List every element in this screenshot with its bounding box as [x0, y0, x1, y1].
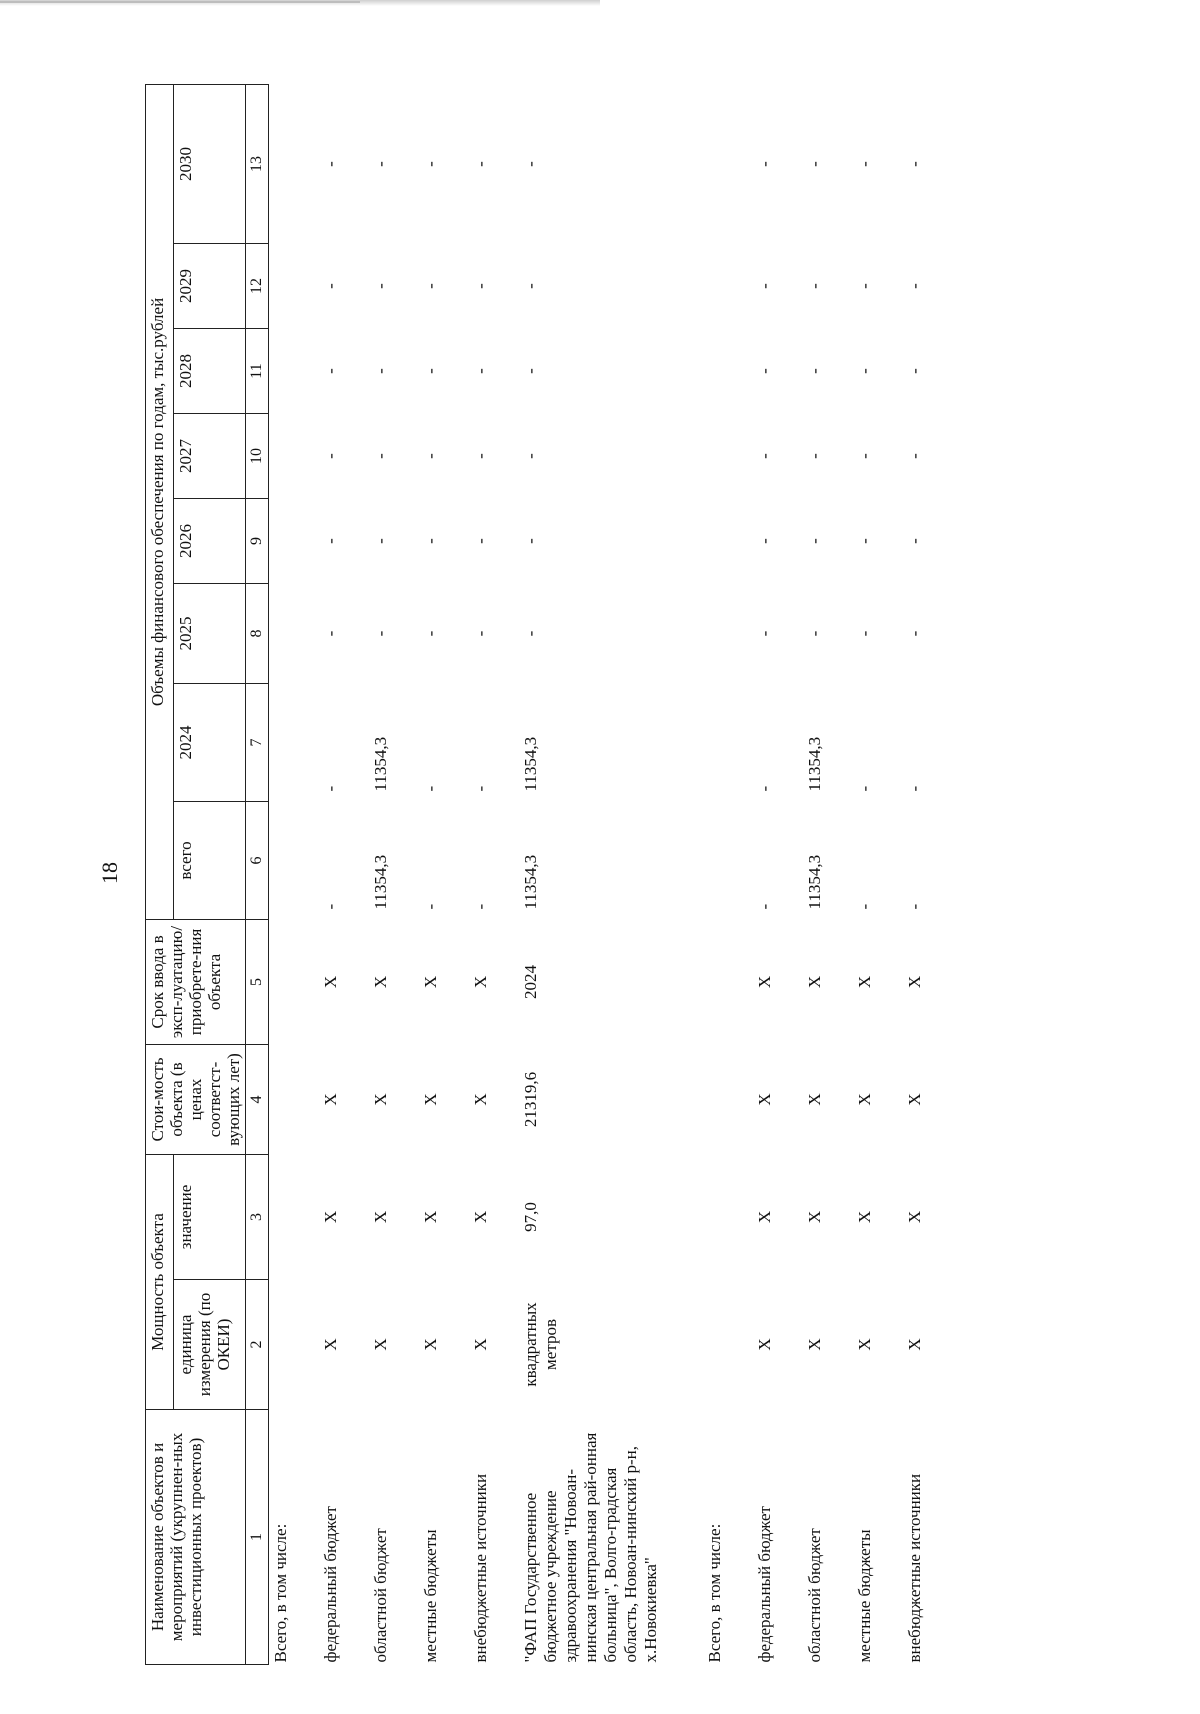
- cell-2028: -: [321, 368, 341, 374]
- cell-value: Х: [421, 1210, 441, 1224]
- cell-2027: -: [371, 453, 391, 459]
- cell-total: -: [421, 903, 441, 910]
- table-row: [469, 84, 519, 1664]
- table-row: [703, 84, 753, 1664]
- cell-unit: квадратных метров: [521, 1302, 561, 1387]
- col-number: 1: [246, 1410, 269, 1665]
- col-number: 2: [246, 1280, 269, 1410]
- cell-2029: -: [855, 283, 875, 289]
- cell-2027: -: [905, 453, 925, 459]
- cell-2026: -: [421, 538, 441, 544]
- cell-2025: -: [755, 630, 775, 637]
- cell-2029: [269, 244, 320, 329]
- cell-term: Х: [755, 975, 775, 989]
- cell-value: Х: [371, 1210, 391, 1224]
- cell-2028: -: [855, 368, 875, 374]
- cell-2030: [269, 84, 320, 243]
- investment-table: [145, 84, 953, 1665]
- cell-2025: -: [805, 630, 825, 637]
- table-row: [853, 84, 903, 1664]
- cell-2028: -: [805, 368, 825, 374]
- cell-2029: -: [321, 283, 341, 289]
- cell-cost: Х: [755, 1093, 775, 1106]
- cell-2026: -: [755, 538, 775, 544]
- cell-total: -: [755, 903, 775, 910]
- header-unit: единица измерения (по ОКЕИ): [173, 1280, 245, 1410]
- page-number: 18: [97, 862, 122, 884]
- cell-term: Х: [421, 975, 441, 989]
- cell-2025: -: [371, 630, 391, 637]
- cell-2027: -: [521, 453, 541, 459]
- row-name: Всего, в том числе:: [271, 1523, 291, 1663]
- cell-2024: -: [321, 785, 341, 792]
- cell-value: Х: [905, 1210, 925, 1224]
- cell-unit: Х: [471, 1338, 491, 1351]
- table-row: [903, 84, 953, 1664]
- cell-2027: -: [855, 453, 875, 459]
- cell-total: -: [855, 903, 875, 910]
- cell-value: Х: [321, 1210, 341, 1224]
- col-number: 3: [246, 1155, 269, 1280]
- cell-2025: -: [421, 630, 441, 637]
- cell-2029: -: [371, 283, 391, 289]
- cell-value: Х: [471, 1210, 491, 1224]
- cell-term: Х: [855, 975, 875, 989]
- header-year-2027: 2027: [173, 414, 245, 499]
- table-row: [753, 84, 803, 1664]
- cell-2030: -: [905, 161, 925, 167]
- col-number: 12: [246, 244, 269, 329]
- col-number: 13: [246, 84, 269, 243]
- row-name: "ФАП Государственное бюджетное учреждение здравоохранения "Новоан-нинская центральная рай-онная больница", Волго-градская область, Новоан-нинский р-н, х.Новокиевка": [521, 1432, 661, 1663]
- cell-2026: [703, 499, 753, 584]
- cell-2026: -: [905, 538, 925, 544]
- cell-term: [703, 920, 753, 1045]
- row-name: Всего, в том числе:: [705, 1523, 725, 1663]
- header-value: значение: [173, 1155, 245, 1280]
- cell-2026: -: [371, 538, 391, 544]
- cell-2028: -: [755, 368, 775, 374]
- cell-value: Х: [805, 1210, 825, 1224]
- header-cost: Стои-мость объекта (в ценах соответст-вующих лет): [146, 1045, 246, 1155]
- cell-unit: Х: [421, 1338, 441, 1351]
- cell-2024: 11354,3: [371, 736, 391, 792]
- header-year-2025: 2025: [173, 584, 245, 684]
- table-row: [319, 84, 369, 1664]
- cell-cost: Х: [905, 1093, 925, 1106]
- cell-2030: -: [471, 161, 491, 167]
- cell-2029: -: [471, 283, 491, 289]
- cell-2029: [703, 244, 753, 329]
- cell-total: 11354,3: [521, 854, 541, 910]
- cell-2026: -: [521, 538, 541, 544]
- cell-2029: -: [421, 283, 441, 289]
- cell-total: -: [321, 903, 341, 910]
- cell-2030: -: [421, 161, 441, 167]
- col-number: 5: [246, 920, 269, 1045]
- cell-2027: -: [321, 453, 341, 459]
- cell-cost: Х: [321, 1093, 341, 1106]
- cell-total: -: [905, 903, 925, 910]
- row-name: местные бюджеты: [421, 1529, 441, 1663]
- cell-term: Х: [905, 975, 925, 989]
- cell-2025: -: [471, 630, 491, 637]
- cell-total: -: [471, 903, 491, 910]
- col-number: 7: [246, 684, 269, 802]
- cell-unit: Х: [805, 1338, 825, 1351]
- header-term: Срок ввода в эксп-луатацию/ приобрете-ния объекта: [146, 920, 246, 1045]
- col-number: 6: [246, 802, 269, 920]
- cell-2027: -: [805, 453, 825, 459]
- table-row: [269, 84, 320, 1664]
- header-year-2026: 2026: [173, 499, 245, 584]
- cell-2028: [269, 329, 320, 414]
- header-finance-group: Объемы финансового обеспечения по годам, тыс.рублей: [146, 84, 174, 919]
- cell-unit: Х: [905, 1338, 925, 1351]
- cell-value: [269, 1155, 320, 1280]
- cell-value: [703, 1155, 753, 1280]
- cell-2029: -: [905, 283, 925, 289]
- cell-2026: -: [471, 538, 491, 544]
- table-row: [519, 84, 703, 1664]
- row-name: областной бюджет: [805, 1528, 825, 1663]
- cell-cost: Х: [855, 1093, 875, 1106]
- table-row: [803, 84, 853, 1664]
- table-body: [269, 84, 954, 1664]
- col-number: 8: [246, 584, 269, 684]
- cell-cost: Х: [805, 1093, 825, 1106]
- cell-unit: Х: [755, 1338, 775, 1351]
- header-power-group: Мощность объекта: [146, 1155, 174, 1410]
- cell-term: 2024: [521, 965, 541, 999]
- header-year-2030: 2030: [173, 84, 245, 243]
- header-year-2028: 2028: [173, 329, 245, 414]
- cell-term: Х: [805, 975, 825, 989]
- cell-2028: -: [471, 368, 491, 374]
- cell-value: Х: [755, 1210, 775, 1224]
- cell-value: Х: [855, 1210, 875, 1224]
- cell-2029: -: [521, 283, 541, 289]
- cell-unit: Х: [371, 1338, 391, 1351]
- cell-unit: Х: [321, 1338, 341, 1351]
- cell-2027: -: [421, 453, 441, 459]
- cell-unit: [269, 1280, 320, 1410]
- row-name: областной бюджет: [371, 1528, 391, 1663]
- cell-2030: -: [755, 161, 775, 167]
- cell-2026: -: [805, 538, 825, 544]
- cell-2024: -: [905, 785, 925, 792]
- cell-2028: -: [905, 368, 925, 374]
- cell-2028: [703, 329, 753, 414]
- cell-2028: -: [371, 368, 391, 374]
- cell-2024: -: [855, 785, 875, 792]
- cell-2030: -: [371, 161, 391, 167]
- cell-unit: [703, 1280, 753, 1410]
- header-year-2024: 2024: [173, 684, 245, 802]
- cell-term: [269, 920, 320, 1045]
- row-name: местные бюджеты: [855, 1529, 875, 1663]
- header-name: Наименование объектов и мероприятий (укрупнен-ных инвестиционных проектов): [146, 1410, 246, 1665]
- cell-2025: [703, 584, 753, 684]
- cell-2025: -: [321, 630, 341, 637]
- cell-2028: -: [421, 368, 441, 374]
- cell-total: [269, 802, 320, 920]
- cell-2030: -: [805, 161, 825, 167]
- cell-term: Х: [371, 975, 391, 989]
- cell-total: 11354,3: [805, 854, 825, 910]
- cell-2027: -: [755, 453, 775, 459]
- row-name: внебюджетные источники: [905, 1473, 925, 1663]
- header-total: всего: [173, 802, 245, 920]
- cell-cost: Х: [371, 1093, 391, 1106]
- cell-2030: [703, 84, 753, 243]
- col-number: 4: [246, 1045, 269, 1155]
- cell-2024: -: [755, 785, 775, 792]
- col-number: 10: [246, 414, 269, 499]
- header-year-2029: 2029: [173, 244, 245, 329]
- cell-2026: [269, 499, 320, 584]
- cell-2025: -: [905, 630, 925, 637]
- cell-2027: [703, 414, 753, 499]
- cell-2024: 11354,3: [805, 736, 825, 792]
- cell-value: 97,0: [521, 1202, 541, 1232]
- cell-2026: -: [855, 538, 875, 544]
- cell-2025: [269, 584, 320, 684]
- cell-2030: -: [521, 161, 541, 167]
- cell-term: Х: [321, 975, 341, 989]
- cell-cost: [703, 1045, 753, 1155]
- cell-total: 11354,3: [371, 854, 391, 910]
- cell-2028: -: [521, 368, 541, 374]
- cell-2029: -: [805, 283, 825, 289]
- cell-2025: -: [855, 630, 875, 637]
- cell-2027: [269, 414, 320, 499]
- cell-cost: 21319,6: [521, 1071, 541, 1128]
- cell-unit: Х: [855, 1338, 875, 1351]
- row-name: внебюджетные источники: [471, 1473, 491, 1663]
- cell-2029: -: [755, 283, 775, 289]
- rotated-sheet: [145, 85, 1155, 1665]
- cell-2024: -: [421, 785, 441, 792]
- cell-2030: -: [855, 161, 875, 167]
- cell-2024: [269, 684, 320, 802]
- cell-2024: -: [471, 785, 491, 792]
- cell-2026: -: [321, 538, 341, 544]
- cell-cost: Х: [421, 1093, 441, 1106]
- row-name: федеральный бюджет: [755, 1506, 775, 1663]
- cell-2030: -: [321, 161, 341, 167]
- cell-2024: [703, 684, 753, 802]
- row-name: федеральный бюджет: [321, 1506, 341, 1663]
- col-number: 11: [246, 329, 269, 414]
- cell-cost: Х: [471, 1093, 491, 1106]
- table-row: [369, 84, 419, 1664]
- cell-term: Х: [471, 975, 491, 989]
- cell-2025: -: [521, 630, 541, 637]
- cell-total: [703, 802, 753, 920]
- table-row: [419, 84, 469, 1664]
- scan-edge-line: [0, 1, 360, 3]
- cell-cost: [269, 1045, 320, 1155]
- cell-2024: 11354,3: [521, 736, 541, 792]
- col-number: 9: [246, 499, 269, 584]
- cell-2027: -: [471, 453, 491, 459]
